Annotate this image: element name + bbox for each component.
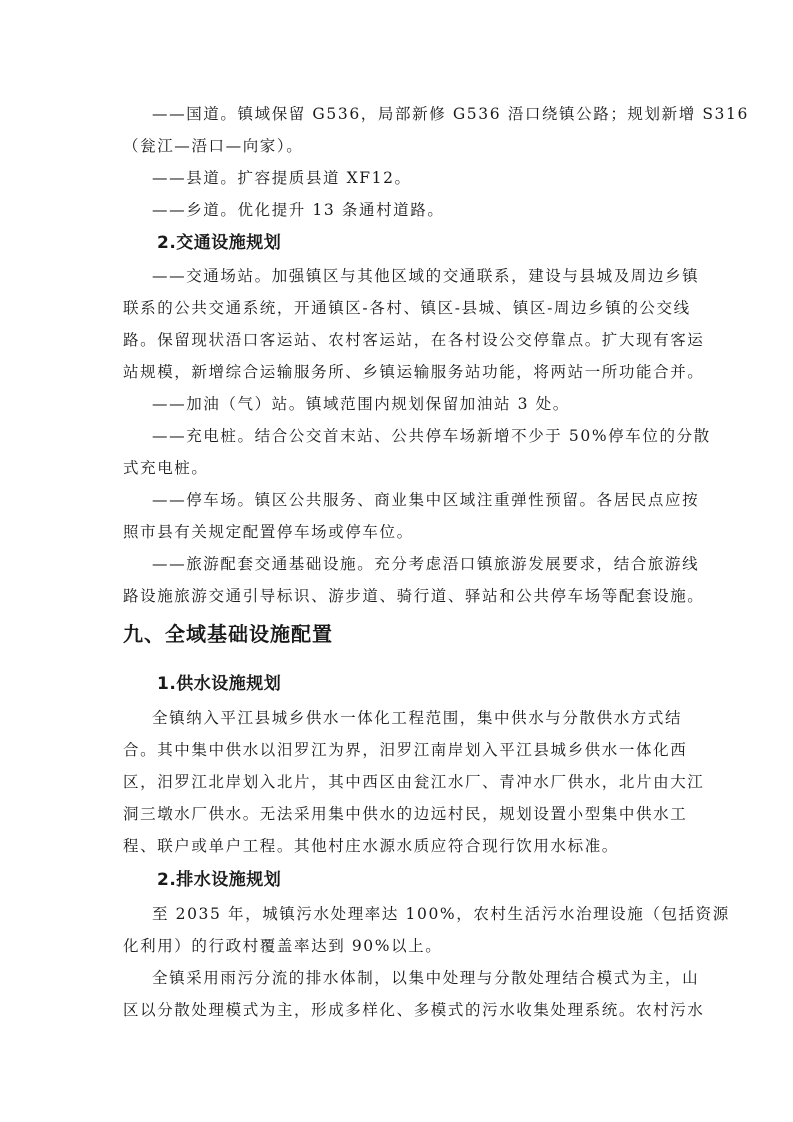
section-heading: 2.排水设施规划 [157,870,282,890]
paragraph-line: 照市县有关规定配置停车场或停车位。 [123,523,414,541]
paragraph-line: ——旅游配套交通基础设施。充分考虑浯口镇旅游发展要求，结合旅游线 [152,555,700,573]
paragraph-line: 洞三墩水厂供水。无法采用集中供水的边远村民，规划设置小型集中供水工 [123,805,688,823]
paragraph-line: 路。保留现状浯口客运站、农村客运站，在各村设公交停靠点。扩大现有客运 [123,331,705,349]
section-heading: 1.供水设施规划 [157,674,282,694]
paragraph-line: （瓮江—浯口—向家）。 [123,137,304,155]
paragraph-line: 合。其中集中供水以汨罗江为界，汨罗江南岸划入平江县城乡供水一体化西 [123,741,688,759]
paragraph-line: ——交通场站。加强镇区与其他区域的交通联系，建设与县城及周边乡镇 [152,267,700,285]
paragraph-line: ——充电桩。结合公交首末站、公共停车场新增不少于 50%停车位的分散 [152,427,711,445]
paragraph-line: ——国道。镇域保留 G536，局部新修 G536 浯口绕镇公路；规划新增 S316 [152,105,749,123]
paragraph-line: 式充电桩。 [123,459,209,477]
paragraph-line: 区，汨罗江北岸划入北片，其中西区由瓮江水厂、青冲水厂供水，北片由大江 [123,773,705,791]
paragraph-line: 全镇纳入平江县城乡供水一体化工程范围，集中供水与分散供水方式结 [152,709,683,727]
paragraph-line: 区以分散处理模式为主，形成多样化、多模式的污水收集处理系统。农村污水 [123,1001,705,1019]
paragraph-line: ——乡道。优化提升 13 条通村道路。 [152,201,445,219]
paragraph-line: 程、联户或单户工程。其他村庄水源水质应符合现行饮用水标准。 [123,837,619,855]
paragraph-line: 路设施旅游交通引导标识、游步道、骑行道、驿站和公共停车场等配套设施。 [123,587,705,605]
paragraph-line: 全镇采用雨污分流的排水体制，以集中处理与分散处理结合模式为主，山 [152,969,700,987]
paragraph-line: ——停车场。镇区公共服务、商业集中区域注重弹性预留。各居民点应按 [152,491,700,509]
paragraph-line: 化利用）的行政村覆盖率达到 90%以上。 [123,937,443,955]
section-heading: 2.交通设施规划 [157,233,282,253]
paragraph-line: 联系的公共交通系统，开通镇区-各村、镇区-县城、镇区-周边乡镇的公交线 [123,299,691,317]
paragraph-line: 至 2035 年，城镇污水处理率达 100%，农村生活污水治理设施（包括资源 [152,905,730,923]
paragraph-line: 站规模，新增综合运输服务所、乡镇运输服务站功能，将两站一所功能合并。 [123,363,705,381]
paragraph-line: ——加油（气）站。镇域范围内规划保留加油站 3 处。 [152,395,570,413]
paragraph-line: ——县道。扩容提质县道 XF12。 [152,169,412,187]
chapter-heading: 九、全域基础设施配置 [123,622,333,646]
